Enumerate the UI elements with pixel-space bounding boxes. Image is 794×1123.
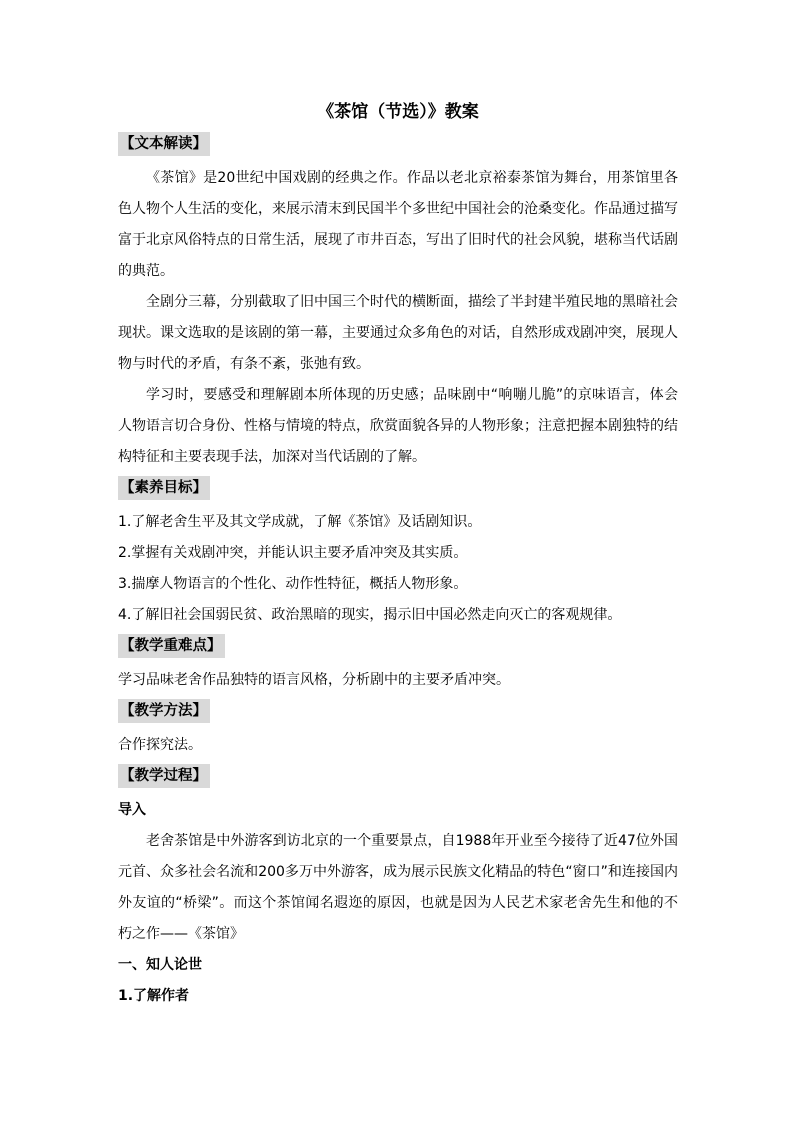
section-heading-key-points: 【教学重难点】 xyxy=(118,634,225,658)
goal-item: 1.了解老舍生平及其文学成就，了解《茶馆》及话剧知识。 xyxy=(118,514,482,530)
section-process xyxy=(118,764,678,1012)
intro-label: 导入 xyxy=(118,802,146,818)
goal-item: 2.掌握有关戏剧冲突，并能认识主要矛盾冲突及其实质。 xyxy=(118,545,468,561)
section-key-points xyxy=(118,634,678,696)
paragraph: 《茶馆》是20世纪中国戏剧的经典之作。作品以老北京裕泰茶馆为舞台，用茶馆里各色人物个人生活的变化，来展示清末到民国半个多世纪中国社会的沧桑变化。作品通过描写富于北京风俗特点的日常生活，展现了市井百态，写出了旧时代的社会风貌，堪称当代话剧的典范。 xyxy=(118,170,678,279)
section-methods xyxy=(118,699,678,761)
section-heading-methods: 【教学方法】 xyxy=(118,699,210,723)
section-heading-goals: 【素养目标】 xyxy=(118,476,210,500)
intro-paragraph: 老舍茶馆是中外游客到访北京的一个重要景点，自1988年开业至今接待了近47位外国元首、众多社会名流和200多万中外游客，成为展示民族文化精品的特色“窗口”和连接国内外友谊的“桥梁”。而这个茶馆闻名遐迩的原因，也就是因为人民艺术家老舍先生和他的不朽之作——《茶馆》 xyxy=(118,833,678,942)
section-heading-process: 【教学过程】 xyxy=(118,764,210,788)
part1-label: 一、知人论世 xyxy=(118,957,202,973)
document-page xyxy=(118,100,678,1012)
section-goals xyxy=(118,476,678,631)
key-points-text: 学习品味老舍作品独特的语言风格，分析剧中的主要矛盾冲突。 xyxy=(118,672,510,688)
paragraph: 学习时，要感受和理解剧本所体现的历史感；品味剧中“响嘣儿脆”的京味语言，体会人物语言切合身份、性格与情境的特点，欣赏面貌各异的人物形象；注意把握本剧独特的结构特征和主要表现手法，加深对当代话剧的了解。 xyxy=(118,387,678,465)
methods-text: 合作探究法。 xyxy=(118,737,202,753)
goal-item: 4.了解旧社会国弱民贫、政治黑暗的现实，揭示旧中国必然走向灭亡的客观规律。 xyxy=(118,607,622,623)
section-text-reading xyxy=(118,132,678,473)
document-title: 《茶馆（节选）》教案 xyxy=(317,102,479,122)
part1-sub-label: 1.了解作者 xyxy=(118,988,190,1004)
goal-item: 3.揣摩人物语言的个性化、动作性特征，概括人物形象。 xyxy=(118,576,468,592)
section-heading-text-reading: 【文本解读】 xyxy=(118,132,210,156)
paragraph: 全剧分三幕，分别截取了旧中国三个时代的横断面，描绘了半封建半殖民地的黑暗社会现状。课文选取的是该剧的第一幕，主要通过众多角色的对话，自然形成戏剧冲突，展现人物与时代的矛盾，有条不紊，张弛有致。 xyxy=(118,294,678,372)
